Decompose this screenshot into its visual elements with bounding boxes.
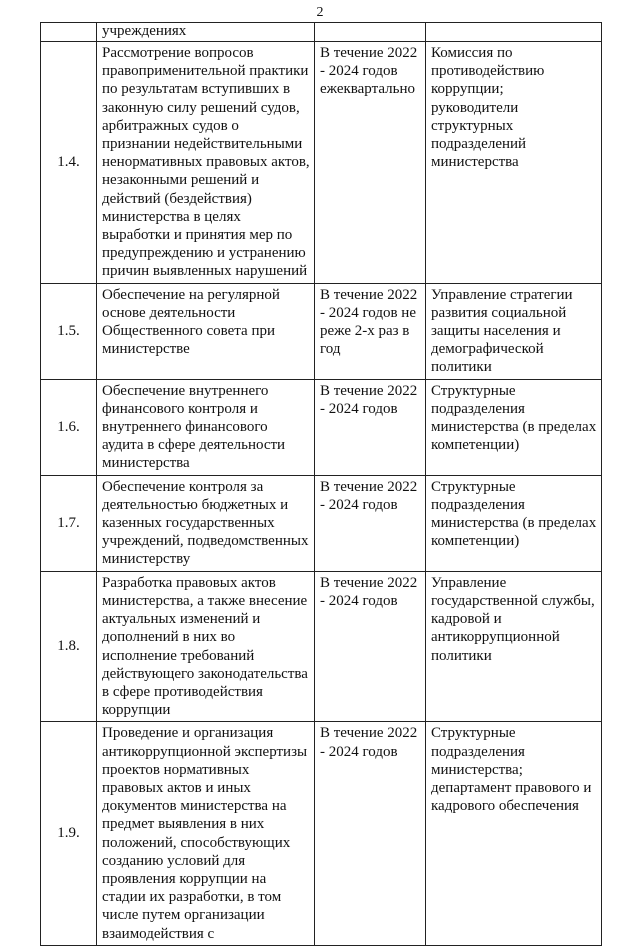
table-row [41,722,602,945]
table-row [41,571,602,722]
row-number: 1.5. [41,283,97,379]
responsible-cell: Структурные подразделения министерства (в пределах компетенции) [426,379,602,475]
table-row [41,475,602,571]
table-row [41,379,602,475]
table-row [41,42,602,284]
table-row [41,283,602,379]
activity-cell: Разработка правовых актов министерства, а также внесение актуальных изменений и дополнений в них во исполнение требований действующего законодательства в сфере противодействия коррупции [97,571,315,722]
row-number: 1.7. [41,475,97,571]
responsible-cell [426,23,602,42]
responsible-cell: Управление государственной службы, кадровой и антикоррупционной политики [426,571,602,722]
row-number [41,23,97,42]
measures-table [40,22,602,946]
term-cell: В течение 2022 - 2024 годов ежеквартально [315,42,426,284]
activity-cell: Рассмотрение вопросов правоприменительной практики по результатам вступивших в законную силу решений судов, арбитражных судов о признании недействительными ненормативных правовых актов, незаконными решений и действий (бездействия) министерства в целях выработки и принятия мер по предупреждению и устранению причин выявленных нарушений [97,42,315,284]
responsible-cell: Структурные подразделения министерства (в пределах компетенции) [426,475,602,571]
term-cell: В течение 2022 - 2024 годов [315,571,426,722]
page-number: 2 [316,5,324,20]
term-cell: В течение 2022 - 2024 годов [315,379,426,475]
responsible-cell: Комиссия по противодействию коррупции; руководители структурных подразделений министерства [426,42,602,284]
row-number: 1.4. [41,42,97,284]
row-number: 1.6. [41,379,97,475]
responsible-cell: Управление стратегии развития социальной защиты населения и демографической политики [426,283,602,379]
row-number: 1.8. [41,571,97,722]
activity-cell: Обеспечение внутреннего финансового контроля и внутреннего финансового аудита в сфере деятельности министерства [97,379,315,475]
term-cell: В течение 2022 - 2024 годов [315,475,426,571]
responsible-cell: Структурные подразделения министерства; департамент правового и кадрового обеспечения [426,722,602,945]
activity-cell: Обеспечение контроля за деятельностью бюджетных и казенных государственных учреждений, подведомственных министерству [97,475,315,571]
activity-cell: Проведение и организация антикоррупционной экспертизы проектов нормативных правовых актов и иных документов министерства на предмет выявления в них положений, способствующих созданию условий для проявления коррупции на стадии их разработки, в том числе путем организации взаимодействия с [97,722,315,945]
row-number: 1.9. [41,722,97,945]
term-cell: В течение 2022 - 2024 годов не реже 2-х раз в год [315,283,426,379]
term-cell: В течение 2022 - 2024 годов [315,722,426,945]
activity-cell: учреждениях [97,23,315,42]
activity-cell: Обеспечение на регулярной основе деятельности Общественного совета при министерстве [97,283,315,379]
term-cell [315,23,426,42]
table-row-continued [41,23,602,42]
